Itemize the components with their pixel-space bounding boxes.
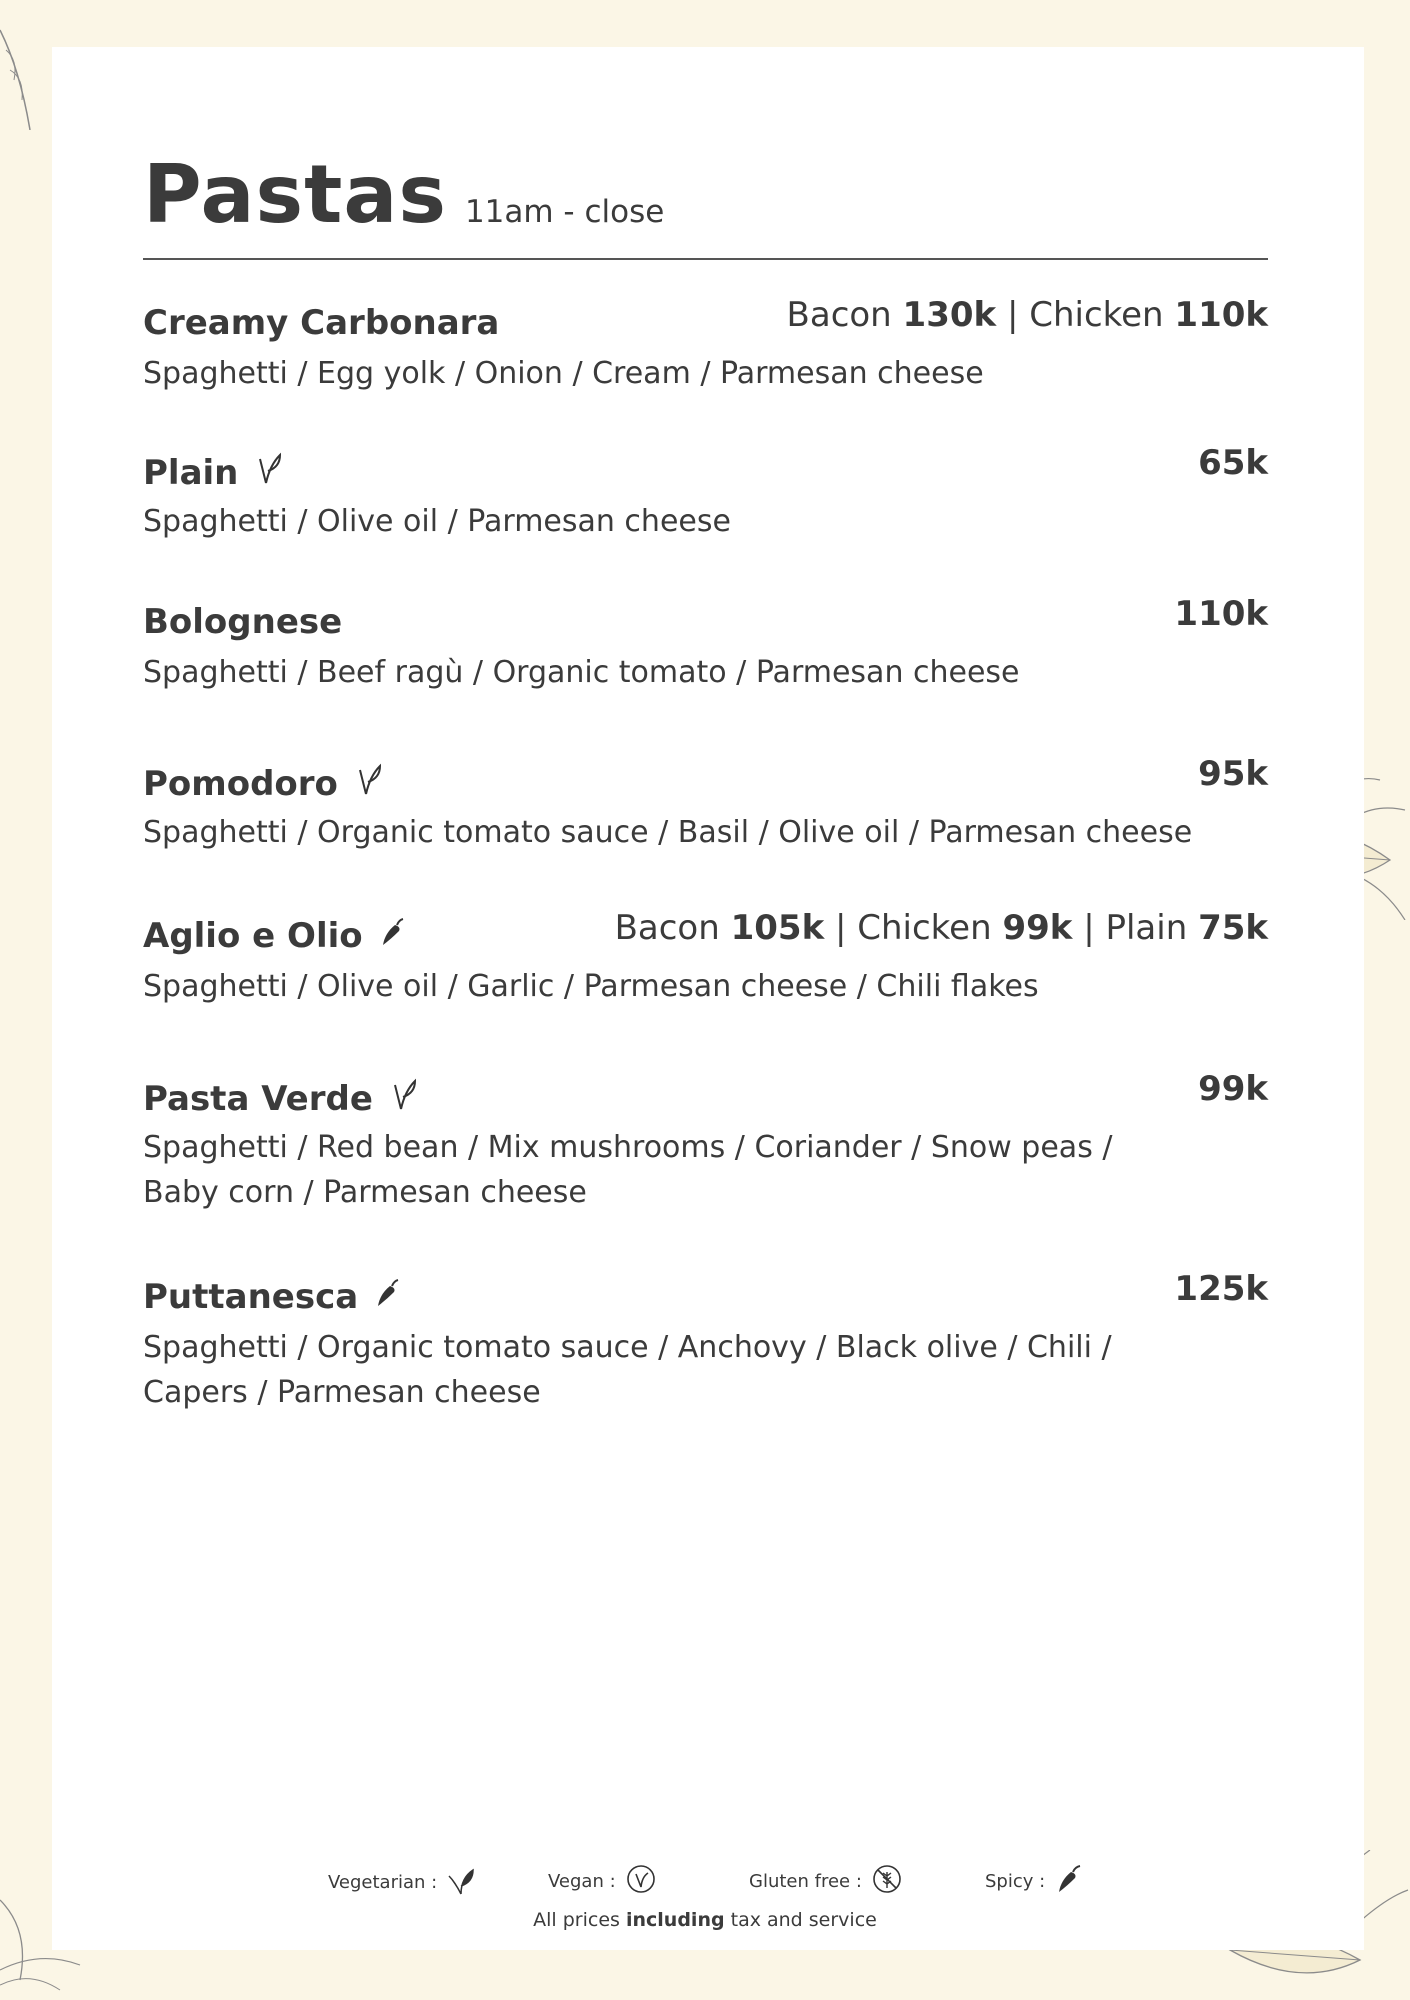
legend-label: Spicy : [985, 1871, 1046, 1892]
item-price [1198, 1069, 1268, 1109]
legend-label: Vegetarian : [328, 1872, 438, 1893]
item-price [1174, 1269, 1268, 1309]
item-name: Aglio e Olio [143, 916, 363, 956]
item-description: Spaghetti / Beef ragù / Organic tomato / Parmesan cheese [143, 655, 1020, 690]
price-value: 65k [1198, 443, 1268, 483]
vegetarian-icon [389, 1077, 419, 1120]
footnote-emphasis: including [625, 1909, 725, 1931]
menu-item-puttanesca [143, 1269, 1268, 1415]
legend-vegan [548, 1864, 656, 1899]
item-price [1198, 443, 1268, 483]
spicy-icon [1055, 1864, 1083, 1899]
price-value: 110k [1174, 295, 1268, 335]
menu-item-plain [143, 443, 1268, 544]
item-description: Capers / Parmesan cheese [143, 1375, 541, 1410]
service-hours: 11am - close [464, 194, 665, 230]
item-name: Puttanesca [143, 1277, 359, 1317]
item-price [787, 295, 1268, 335]
price-label: | Chicken [996, 295, 1175, 335]
price-value: 99k [1198, 1069, 1268, 1109]
menu-item-pasta-verde [143, 1069, 1268, 1215]
price-label: Bacon [614, 908, 731, 948]
item-name: Plain [143, 452, 239, 493]
legend-label: Vegan : [548, 1871, 616, 1892]
header-divider [143, 258, 1268, 260]
vegetarian-icon [447, 1864, 477, 1901]
item-description: Spaghetti / Olive oil / Parmesan cheese [143, 504, 731, 539]
price-label: | Chicken [824, 908, 1003, 948]
legend-spicy [985, 1864, 1083, 1899]
item-name: Pasta Verde [143, 1078, 373, 1119]
item-description: Spaghetti / Egg yolk / Onion / Cream / Parmesan cheese [143, 356, 984, 391]
price-value: 75k [1198, 908, 1268, 948]
item-description: Spaghetti / Red bean / Mix mushrooms / Coriander / Snow peas / [143, 1130, 1113, 1165]
menu-item-pomodoro [143, 754, 1268, 855]
vegetarian-icon [254, 451, 284, 494]
item-price [1174, 594, 1268, 634]
menu-item-creamy-carbonara [143, 295, 1268, 396]
item-description: Spaghetti / Organic tomato sauce / Basil / Olive oil / Parmesan cheese [143, 815, 1193, 850]
page-title: Pastas [143, 148, 447, 241]
item-name: Bolognese [143, 602, 343, 642]
price-value: 110k [1174, 594, 1268, 634]
item-price [615, 908, 1268, 948]
menu-header [143, 148, 664, 241]
item-name: Pomodoro [143, 763, 338, 804]
legend-label: Gluten free : [749, 1871, 862, 1892]
price-label: | Plain [1072, 908, 1199, 948]
price-value: 105k [730, 908, 825, 948]
vegan-icon [626, 1864, 656, 1899]
price-value: 130k [902, 295, 997, 335]
item-description: Baby corn / Parmesan cheese [143, 1175, 587, 1210]
footnote-text: tax and service [724, 1909, 877, 1931]
price-value: 99k [1002, 908, 1073, 948]
leaf-decoration-top-left [0, 20, 40, 130]
price-label: Bacon [786, 295, 903, 335]
legend-vegetarian [328, 1864, 477, 1901]
vegetarian-icon [354, 762, 384, 805]
spicy-icon [374, 1277, 400, 1317]
item-name: Creamy Carbonara [143, 303, 500, 343]
item-price [1198, 754, 1268, 794]
legend-gluten-free [749, 1864, 902, 1899]
menu-item-bolognese [143, 594, 1268, 695]
item-description: Spaghetti / Organic tomato sauce / Anchovy / Black olive / Chili / [143, 1330, 1112, 1365]
spicy-icon [379, 916, 405, 956]
price-footnote [0, 1909, 1410, 1931]
gluten-free-icon [872, 1864, 902, 1899]
price-value: 125k [1174, 1269, 1268, 1309]
footnote-text: All prices [533, 1909, 626, 1931]
menu-item-aglio-e-olio [143, 908, 1268, 1009]
item-description: Spaghetti / Olive oil / Garlic / Parmesan cheese / Chili flakes [143, 969, 1039, 1004]
price-value: 95k [1198, 754, 1268, 794]
